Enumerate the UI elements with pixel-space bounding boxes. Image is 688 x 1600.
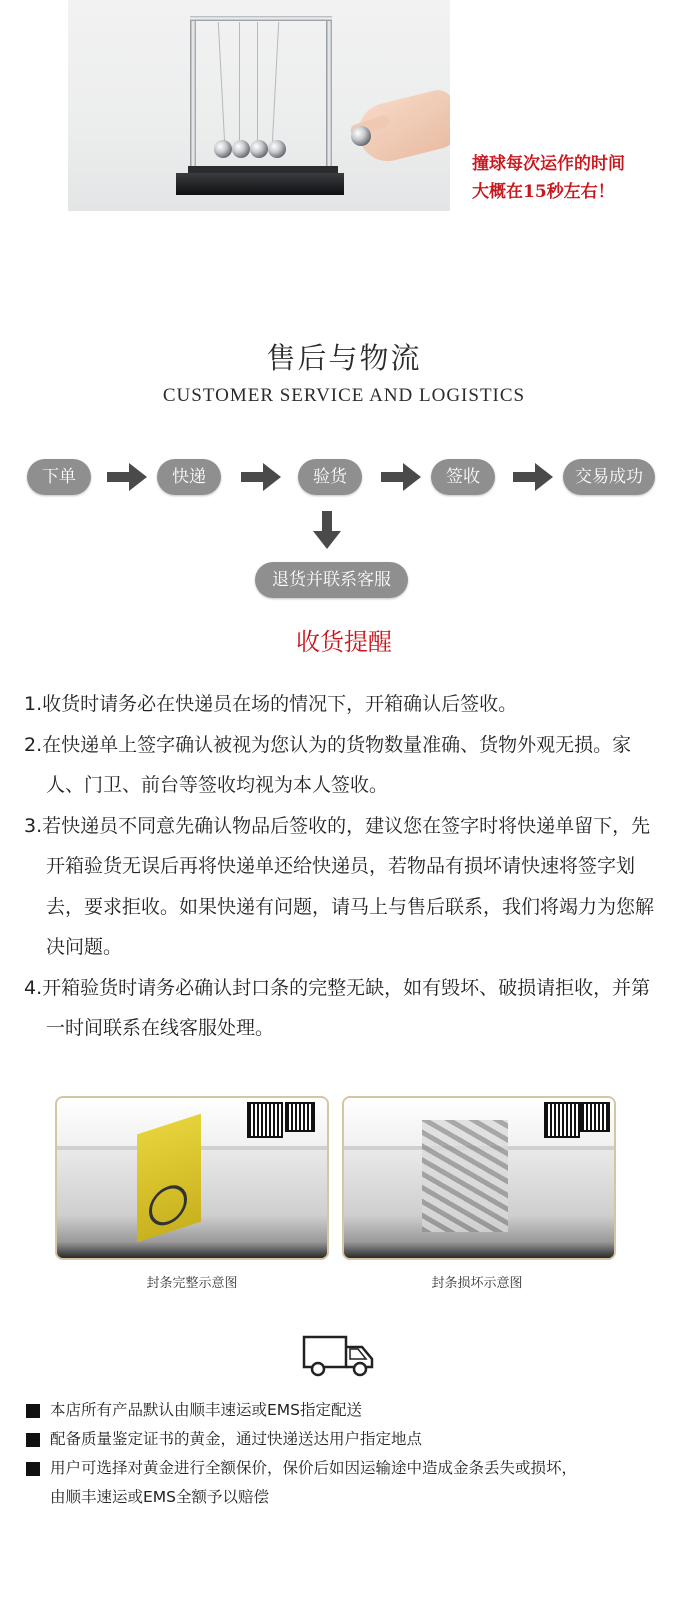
shipping-note — [24, 1454, 664, 1483]
cradle-base — [176, 173, 344, 195]
string — [218, 22, 225, 144]
cradle-frame-left — [190, 18, 196, 168]
square-bullet-icon — [26, 1404, 40, 1418]
reminder-item: 3.若快递员不同意先确认物品后签收的，建议您在签字时将快递单留下，先开箱验货无误后再将快递单还给快递员，若物品有损坏请快速将签字划去，要求拒收。如果快递有问题，请马上与售后联系，我们将竭力为您解决问题。 — [24, 814, 655, 958]
steel-ball — [250, 140, 268, 158]
seal-broken-caption: 封条损坏示意图 — [431, 1276, 523, 1291]
flow-step-order: 下单 — [27, 459, 91, 495]
square-bullet-icon — [26, 1433, 40, 1447]
yellow-seal-sticker — [137, 1114, 201, 1243]
reminder-item: 1.收货时请务必在快递员在场的情况下，开箱确认后签收。 — [24, 693, 518, 715]
qr-code-icon — [247, 1102, 283, 1138]
shipping-note-text: 用户可选择对黄金进行全额保价，保价后如因运输途中造成金条丢失或损坏， — [50, 1459, 578, 1477]
truck-icon — [302, 1333, 376, 1377]
cradle-frame-top — [190, 16, 332, 21]
seal-intact-caption: 封条完整示意图 — [146, 1276, 238, 1291]
flow-step-return: 退货并联系客服 — [255, 562, 408, 598]
shipping-note-continued: 由顺丰速运或EMS全额予以赔偿 — [50, 1488, 270, 1506]
qr-code-icon — [285, 1102, 315, 1132]
shipping-note-text: 本店所有产品默认由顺丰速运或EMS指定配送 — [50, 1401, 363, 1419]
flow-step-complete: 交易成功 — [563, 459, 655, 495]
arrow-right-icon — [513, 463, 553, 491]
shipping-note-text: 配备质量鉴定证书的黄金，通过快递送达用户指定地点 — [50, 1430, 423, 1448]
section-subtitle: CUSTOMER SERVICE AND LOGISTICS — [162, 385, 526, 406]
reminder-item: 4.开箱验货时请务必确认封口条的完整无缺，如有毁坏、破损请拒收，并第一时间联系在线客服处理。 — [24, 976, 651, 1039]
flow-step-sign: 签收 — [431, 459, 495, 495]
seal-intact-photo — [55, 1096, 329, 1260]
arrow-right-icon — [107, 463, 147, 491]
hero-note — [472, 150, 672, 206]
square-bullet-icon — [26, 1462, 40, 1476]
steel-ball — [214, 140, 232, 158]
qr-code-icon — [544, 1102, 580, 1138]
section-title: 售后与物流 — [266, 341, 422, 375]
shipping-note — [24, 1425, 664, 1454]
arrow-down-icon — [313, 511, 341, 549]
shipping-note — [24, 1396, 664, 1425]
newtons-cradle-photo — [68, 0, 450, 211]
cradle-frame-right — [326, 18, 332, 168]
void-residue-pattern — [422, 1120, 508, 1232]
lifted-steel-ball — [351, 126, 371, 146]
seal-stamp-icon — [149, 1180, 187, 1230]
hero-note-line: 撞球每次运作的时间 — [472, 154, 625, 174]
reminder-item: 2.在快递单上签字确认被视为您认为的货物数量准确、货物外观无损。家人、门卫、前台等签收均视为本人签收。 — [24, 733, 632, 796]
hero-note-line: 大概在15秒左右！ — [472, 182, 615, 202]
arrow-right-icon — [241, 463, 281, 491]
string — [257, 22, 258, 144]
reminder-list — [24, 684, 664, 1049]
reminder-title: 收货提醒 — [296, 628, 392, 656]
flow-step-inspect: 验货 — [298, 459, 362, 495]
qr-code-icon — [580, 1102, 610, 1132]
string — [272, 22, 279, 144]
arrow-right-icon — [381, 463, 421, 491]
string — [239, 22, 240, 144]
steel-ball — [232, 140, 250, 158]
steel-ball — [268, 140, 286, 158]
seal-broken-photo — [342, 1096, 616, 1260]
shipping-notes — [24, 1396, 664, 1512]
flow-step-delivery: 快递 — [157, 459, 221, 495]
